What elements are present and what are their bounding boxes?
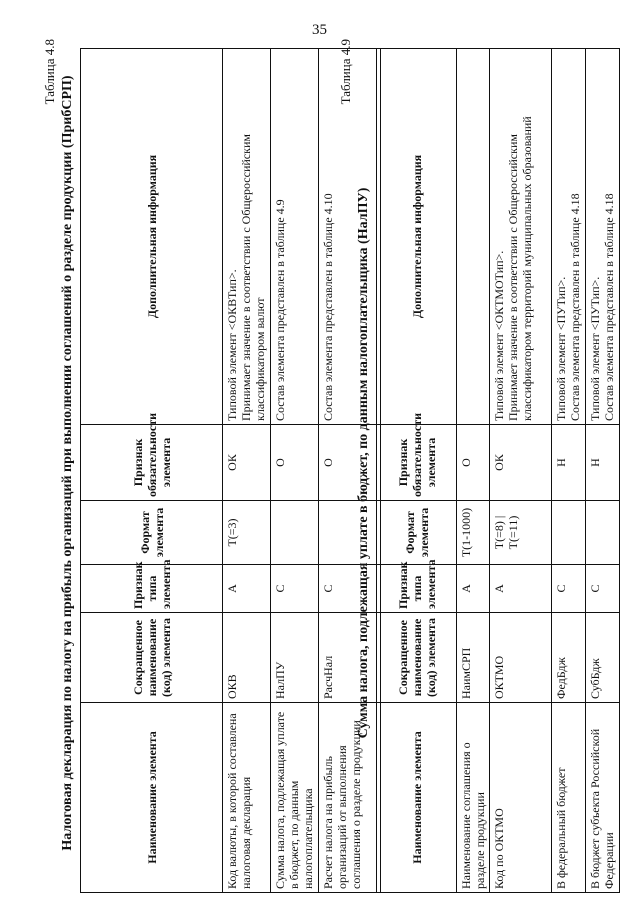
cell-type: С — [586, 565, 620, 613]
cell-format — [552, 501, 586, 565]
cell-info: Типовой элемент <ПУТип>. Состав элемента представлен в таблице 4.18 — [586, 49, 620, 425]
cell-element-name: Наименование соглашения о разделе продукции — [457, 703, 490, 893]
cell-element-name: В бюджет субъекта Российской Федерации — [586, 703, 620, 893]
cell-required: О — [319, 425, 381, 501]
cell-element-name: Сумма налога, подлежащая уплате в бюджет, по данным налогоплательщика — [271, 703, 319, 893]
cell-required: Н — [552, 425, 586, 501]
table-row — [223, 49, 271, 893]
cell-code: ОКВ — [223, 613, 271, 703]
cell-info: Типовой элемент <ОКВТип>. Принимает значение в соответствии с Общероссийским классификатором валют — [223, 49, 271, 425]
table-4-9-title: Сумма налога, подлежащая уплате в бюджет, по данным налогоплательщика (НалПУ) — [356, 187, 371, 739]
cell-info: Типовой элемент <ОКТМОТип>. Принимает значение в соответствии с Общероссийским классификатором территорий муниципальных образований — [490, 49, 552, 425]
cell-element-name: Код валюты, в которой составлена налоговая декларация — [223, 703, 271, 893]
table-row — [490, 49, 552, 893]
header-cell: Наименование элемента — [81, 703, 223, 893]
header-cell: Наименование элемента — [377, 703, 457, 893]
header-cell: Дополнительная информация — [81, 49, 223, 425]
cell-type: А — [223, 565, 271, 613]
header-cell: Признак типа элемента — [377, 565, 457, 613]
header-cell: Признак типа элемента — [81, 565, 223, 613]
cell-code: РасчНал — [319, 613, 381, 703]
header-cell: Дополнительная информация — [377, 49, 457, 425]
cell-required: О — [271, 425, 319, 501]
cell-type: А — [490, 565, 552, 613]
rotated-content — [40, 33, 616, 893]
cell-format: T(=3) — [223, 501, 271, 565]
table-4-8-header-row — [81, 49, 223, 893]
header-cell: Сокращенное наименование (код) элемента — [377, 613, 457, 703]
cell-required: ОК — [223, 425, 271, 501]
table-row — [271, 49, 319, 893]
table-4-9-caption: Таблица 4.9 — [338, 39, 353, 105]
table-row — [552, 49, 586, 893]
page-number: 35 — [312, 22, 327, 38]
cell-code: НаимСРП — [457, 613, 490, 703]
cell-type: С — [552, 565, 586, 613]
header-cell: Признак обязательности элемента — [377, 425, 457, 501]
cell-type: А — [457, 565, 490, 613]
cell-format — [586, 501, 620, 565]
cell-code: НалПУ — [271, 613, 319, 703]
cell-required: ОК — [490, 425, 552, 501]
cell-format: T(=8) | T(=11) — [490, 501, 552, 565]
header-cell: Признак обязательности элемента — [81, 425, 223, 501]
cell-required: Н — [586, 425, 620, 501]
table-4-8-caption: Таблица 4.8 — [42, 39, 57, 105]
header-cell: Формат элемента — [377, 501, 457, 565]
table-4-8 — [80, 48, 381, 893]
cell-code: ОКТМО — [490, 613, 552, 703]
header-cell: Формат элемента — [81, 501, 223, 565]
cell-type: С — [319, 565, 381, 613]
table-4-9 — [376, 48, 620, 893]
cell-element-name: Расчет налога на прибыль организаций от выполнения соглашения о разделе продукции — [319, 703, 381, 893]
cell-type: С — [271, 565, 319, 613]
cell-format — [271, 501, 319, 565]
table-4-9-header-row — [377, 49, 457, 893]
cell-info: Состав элемента представлен в таблице 4.10 — [319, 49, 381, 425]
cell-info — [457, 49, 490, 425]
table-row — [457, 49, 490, 893]
cell-code: СубБдж — [586, 613, 620, 703]
table-row — [586, 49, 620, 893]
cell-code: ФедБдж — [552, 613, 586, 703]
table-4-8-title: Налоговая декларация по налогу на прибыль организаций при выполнении соглашений о разделе продукции (ПрибСРП) — [60, 75, 75, 851]
cell-format: T(1-1000) — [457, 501, 490, 565]
cell-info: Типовой элемент <ПУТип>. Состав элемента представлен в таблице 4.18 — [552, 49, 586, 425]
cell-info: Состав элемента представлен в таблице 4.9 — [271, 49, 319, 425]
cell-required: О — [457, 425, 490, 501]
cell-element-name: Код по ОКТМО — [490, 703, 552, 893]
header-cell: Сокращенное наименование (код) элемента — [81, 613, 223, 703]
cell-element-name: В федеральный бюджет — [552, 703, 586, 893]
